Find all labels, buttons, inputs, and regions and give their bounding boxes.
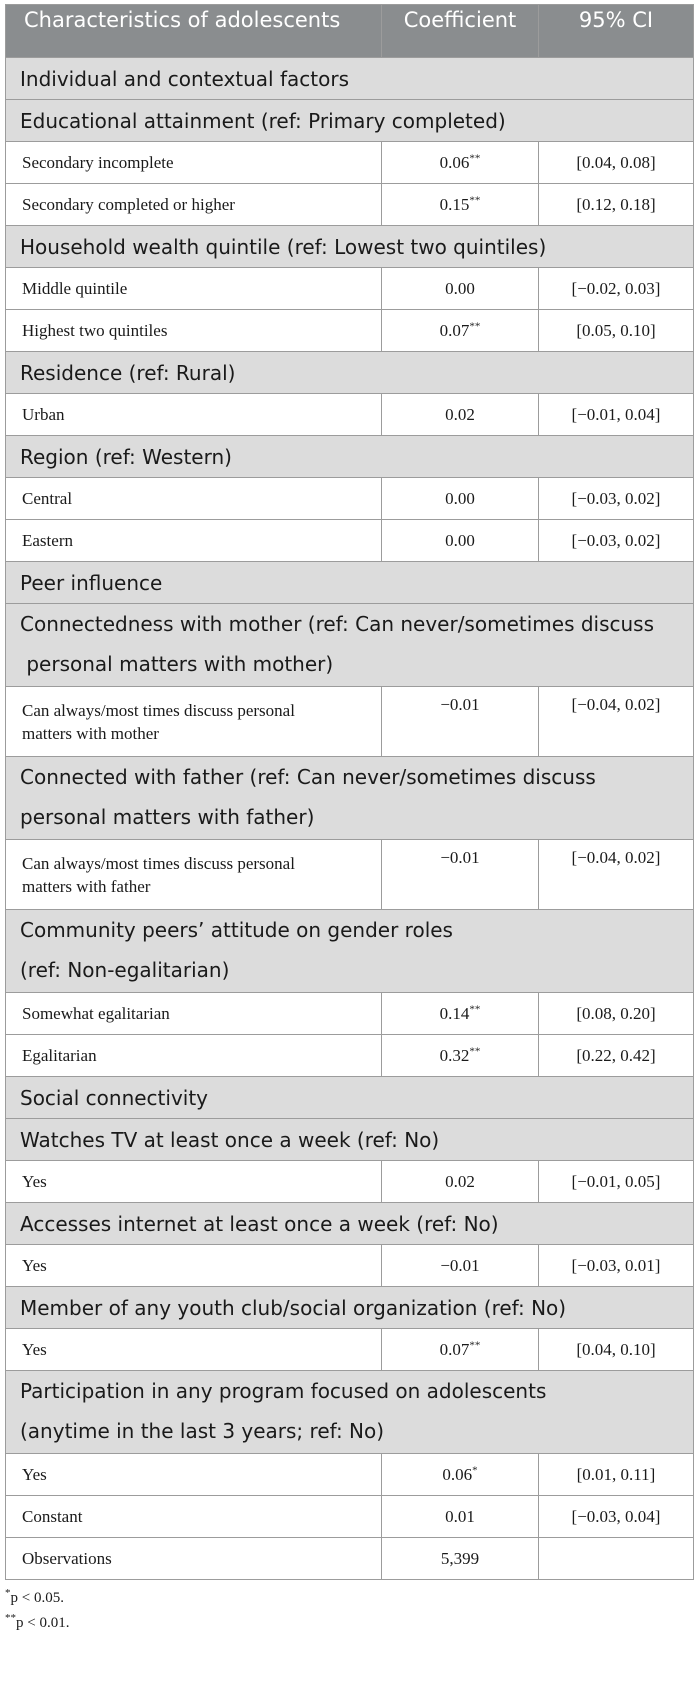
section-education: Educational attainment (ref: Primary completed) [6,100,694,142]
row-label: Secondary incomplete [6,142,382,184]
row-ci: [−0.04, 0.02] [539,687,694,757]
section-row [6,562,694,604]
section-mother: Connectedness with mother (ref: Can never/sometimes discuss personal matters with mother) [6,604,694,687]
table-row [6,1496,694,1538]
section-row [6,1287,694,1329]
section-row [6,226,694,268]
row-ci [539,1538,694,1580]
row-coefficient: 0.02 [382,1161,539,1203]
row-ci: [−0.03, 0.02] [539,478,694,520]
row-label: Secondary completed or higher [6,184,382,226]
table-row [6,142,694,184]
row-label: Central [6,478,382,520]
row-label: Can always/most times discuss personal matters with father [6,840,382,910]
section-gender: Community peers’ attitude on gender roles (ref: Non-egalitarian) [6,910,694,993]
section-row [6,1077,694,1119]
section-father: Connected with father (ref: Can never/sometimes discuss personal matters with father) [6,757,694,840]
table-row [6,394,694,436]
row-ci: [−0.04, 0.02] [539,840,694,910]
section-peer: Peer influence [6,562,694,604]
row-label: Yes [6,1245,382,1287]
table-row [6,1161,694,1203]
row-ci: [0.04, 0.10] [539,1329,694,1371]
table-row [6,268,694,310]
row-label: Constant [6,1496,382,1538]
section-region: Region (ref: Western) [6,436,694,478]
table-row [6,478,694,520]
row-ci: [0.05, 0.10] [539,310,694,352]
table-row [6,687,694,757]
table-row [6,993,694,1035]
row-label: Eastern [6,520,382,562]
row-coefficient: 0.14** [382,993,539,1035]
row-label: Highest two quintiles [6,310,382,352]
significance-mark: ** [469,1338,481,1351]
section-wealth: Household wealth quintile (ref: Lowest two quintiles) [6,226,694,268]
table-row [6,1454,694,1496]
row-coefficient: 0.07** [382,310,539,352]
row-label: Yes [6,1454,382,1496]
row-coefficient: 5,399 [382,1538,539,1580]
table-row [6,1035,694,1077]
section-social: Social connectivity [6,1077,694,1119]
table-row [6,1329,694,1371]
table-row [6,520,694,562]
row-label: Can always/most times discuss personal matters with mother [6,687,382,757]
significance-mark: ** [469,1044,481,1057]
section-row [6,436,694,478]
section-row [6,910,694,993]
row-coefficient: 0.00 [382,478,539,520]
row-label: Yes [6,1329,382,1371]
section-tv: Watches TV at least once a week (ref: No) [6,1119,694,1161]
regression-table-container [5,4,693,1636]
row-coefficient: −0.01 [382,1245,539,1287]
table-row [6,310,694,352]
table-footnotes [5,1586,693,1636]
significance-mark: ** [469,1002,481,1015]
significance-mark: ** [469,319,481,332]
row-label: Egalitarian [6,1035,382,1077]
row-label: Observations [6,1538,382,1580]
regression-table [5,4,694,1580]
section-internet: Accesses internet at least once a week (ref: No) [6,1203,694,1245]
row-coefficient: −0.01 [382,687,539,757]
row-ci: [−0.01, 0.05] [539,1161,694,1203]
footnote-p001: **p < 0.01. [5,1612,70,1631]
section-row [6,1119,694,1161]
row-coefficient: 0.01 [382,1496,539,1538]
row-ci: [−0.02, 0.03] [539,268,694,310]
header-characteristics: Characteristics of adolescents [6,5,382,58]
row-coefficient: 0.06* [382,1454,539,1496]
header-ci: 95% CI [539,5,694,58]
section-individual: Individual and contextual factors [6,58,694,100]
row-ci: [0.12, 0.18] [539,184,694,226]
section-row [6,352,694,394]
row-ci: [0.22, 0.42] [539,1035,694,1077]
table-row [6,184,694,226]
row-ci: [0.04, 0.08] [539,142,694,184]
significance-mark: * [472,1463,478,1476]
row-coefficient: 0.00 [382,268,539,310]
section-row [6,1371,694,1454]
table-row [6,840,694,910]
row-label: Middle quintile [6,268,382,310]
section-row [6,757,694,840]
section-row [6,1203,694,1245]
row-label: Yes [6,1161,382,1203]
section-row [6,604,694,687]
section-residence: Residence (ref: Rural) [6,352,694,394]
row-coefficient: 0.02 [382,394,539,436]
significance-mark: ** [469,193,481,206]
row-coefficient: 0.32** [382,1035,539,1077]
row-label: Urban [6,394,382,436]
section-club: Member of any youth club/social organization (ref: No) [6,1287,694,1329]
row-coefficient: −0.01 [382,840,539,910]
row-label: Somewhat egalitarian [6,993,382,1035]
footnote-p005: *p < 0.05. [5,1587,64,1606]
row-ci: [0.01, 0.11] [539,1454,694,1496]
table-row [6,1245,694,1287]
row-ci: [−0.03, 0.04] [539,1496,694,1538]
row-coefficient: 0.00 [382,520,539,562]
row-coefficient: 0.15** [382,184,539,226]
row-ci: [0.08, 0.20] [539,993,694,1035]
row-coefficient: 0.06** [382,142,539,184]
section-program: Participation in any program focused on adolescents (anytime in the last 3 years; ref: No) [6,1371,694,1454]
row-ci: [−0.03, 0.02] [539,520,694,562]
section-row [6,58,694,100]
section-row [6,100,694,142]
row-coefficient: 0.07** [382,1329,539,1371]
table-header-row [6,5,694,58]
significance-mark: ** [469,151,481,164]
row-ci: [−0.01, 0.04] [539,394,694,436]
header-coefficient: Coefficient [382,5,539,58]
row-ci: [−0.03, 0.01] [539,1245,694,1287]
table-row [6,1538,694,1580]
